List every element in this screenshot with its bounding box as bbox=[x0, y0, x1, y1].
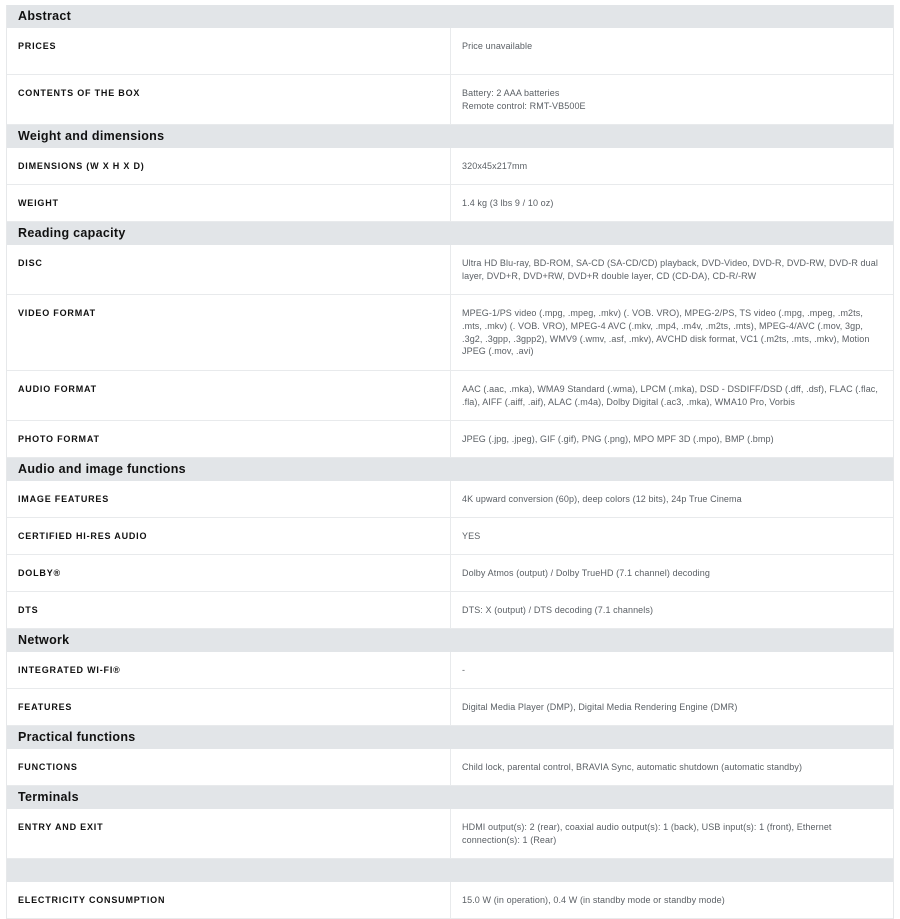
spec-section bbox=[7, 125, 893, 222]
spec-value: - bbox=[462, 665, 466, 675]
spec-label: PRICES bbox=[7, 28, 451, 74]
spec-label: ELECTRICITY CONSUMPTION bbox=[7, 882, 451, 918]
spec-value bbox=[451, 75, 893, 124]
spec-label: FEATURES bbox=[7, 689, 451, 725]
spec-label: VIDEO FORMAT bbox=[7, 295, 451, 370]
spec-row bbox=[7, 148, 893, 185]
spec-label: AUDIO FORMAT bbox=[7, 371, 451, 420]
section-title: Terminals bbox=[7, 786, 893, 809]
spec-section bbox=[7, 786, 893, 859]
spec-value-line: Remote control: RMT-VB500E bbox=[462, 100, 586, 111]
spec-row bbox=[7, 592, 893, 629]
spec-section bbox=[7, 629, 893, 726]
spec-value: Dolby Atmos (output) / Dolby TrueHD (7.1 channel) decoding bbox=[462, 568, 710, 578]
spec-label: DOLBY® bbox=[7, 555, 451, 591]
section-title: Audio and image functions bbox=[7, 458, 893, 481]
spec-value: JPEG (.jpg, .jpeg), GIF (.gif), PNG (.png), MPO MPF 3D (.mpo), BMP (.bmp) bbox=[462, 434, 774, 444]
spec-row bbox=[7, 882, 893, 919]
section-title: Weight and dimensions bbox=[7, 125, 893, 148]
spec-section bbox=[7, 222, 893, 458]
spec-section bbox=[7, 458, 893, 629]
spec-row bbox=[7, 421, 893, 458]
spec-label: CONTENTS OF THE BOX bbox=[7, 75, 451, 124]
spec-row bbox=[7, 75, 893, 125]
section-title: Reading capacity bbox=[7, 222, 893, 245]
spec-row bbox=[7, 481, 893, 518]
spec-label: INTEGRATED WI-FI® bbox=[7, 652, 451, 688]
section-title: Network bbox=[7, 629, 893, 652]
spec-section bbox=[7, 859, 893, 919]
spec-value: DTS: X (output) / DTS decoding (7.1 channels) bbox=[462, 605, 654, 615]
spec-row bbox=[7, 652, 893, 689]
spec-label: DISC bbox=[7, 245, 451, 294]
spec-value: 1.4 kg (3 lbs 9 / 10 oz) bbox=[462, 198, 554, 208]
spec-value: YES bbox=[462, 531, 481, 541]
spec-value: Ultra HD Blu-ray, BD-ROM, SA-CD (SA-CD/CD) playback, DVD-Video, DVD-R, DVD-RW, DVD-R dual layer, DVD+R, DVD+RW, DVD+R double layer, CD (CD-DA), CD-R/-RW bbox=[462, 258, 878, 281]
spec-value: 4K upward conversion (60p), deep colors (12 bits), 24p True Cinema bbox=[462, 494, 742, 504]
spec-label: PHOTO FORMAT bbox=[7, 421, 451, 457]
section-title: Abstract bbox=[7, 5, 893, 28]
spec-value: Price unavailable bbox=[462, 41, 533, 51]
spec-row bbox=[7, 28, 893, 75]
spec-row bbox=[7, 295, 893, 371]
spec-value: MPEG-1/PS video (.mpg, .mpeg, .mkv) (. VOB. VRO), MPEG-2/PS, TS video (.mpg, .mpeg, .m2ts, .mts, .mkv) (. VOB. VRO), MPEG-4 AVC (.mkv, .mp4, .m4v, .m2ts, .mts), MPEG-4/AVC (.mov, 3gp, .3g2, .3gpp, .3gpp2), WMV9 (.wmv, .asf, .mkv), AVCHD disk format, VC1 (.m2ts, .mts, .mkv), Motion JPEG (.mov, .avi) bbox=[462, 308, 870, 357]
spec-value: 15.0 W (in operation), 0.4 W (in standby mode or standby mode) bbox=[462, 895, 725, 905]
spec-label: DTS bbox=[7, 592, 451, 628]
spec-section bbox=[7, 726, 893, 786]
section-title: Practical functions bbox=[7, 726, 893, 749]
spec-value: Digital Media Player (DMP), Digital Media Rendering Engine (DMR) bbox=[462, 702, 738, 712]
spec-row bbox=[7, 809, 893, 859]
spec-value-line: Battery: 2 AAA batteries bbox=[462, 88, 560, 98]
spec-row bbox=[7, 245, 893, 295]
spec-row bbox=[7, 749, 893, 786]
spec-row bbox=[7, 518, 893, 555]
spec-row bbox=[7, 185, 893, 222]
spec-value: 320x45x217mm bbox=[462, 161, 528, 171]
spec-label: ENTRY AND EXIT bbox=[7, 809, 451, 858]
spec-value: AAC (.aac, .mka), WMA9 Standard (.wma), LPCM (.mka), DSD - DSDIFF/DSD (.dff, .dsf), FLAC (.flac, .fla), AIFF (.aiff, .aif), ALAC (.m4a), Dolby Digital (.ac3, .mka), WMA10 Pro, Vorbis bbox=[462, 384, 879, 407]
spec-label: DIMENSIONS (W X H X D) bbox=[7, 148, 451, 184]
spec-label: IMAGE FEATURES bbox=[7, 481, 451, 517]
spec-section bbox=[7, 5, 893, 125]
spec-row bbox=[7, 555, 893, 592]
spec-value: Child lock, parental control, BRAVIA Sync, automatic shutdown (automatic standby) bbox=[462, 762, 803, 772]
spec-value: HDMI output(s): 2 (rear), coaxial audio output(s): 1 (back), USB input(s): 1 (front), Ethernet connection(s): 1 (Rear) bbox=[462, 822, 832, 845]
spec-row bbox=[7, 371, 893, 421]
spec-label: FUNCTIONS bbox=[7, 749, 451, 785]
spec-row bbox=[7, 689, 893, 726]
spec-label: WEIGHT bbox=[7, 185, 451, 221]
specifications-table bbox=[6, 5, 894, 919]
section-title bbox=[7, 859, 893, 882]
spec-label: CERTIFIED HI-RES AUDIO bbox=[7, 518, 451, 554]
